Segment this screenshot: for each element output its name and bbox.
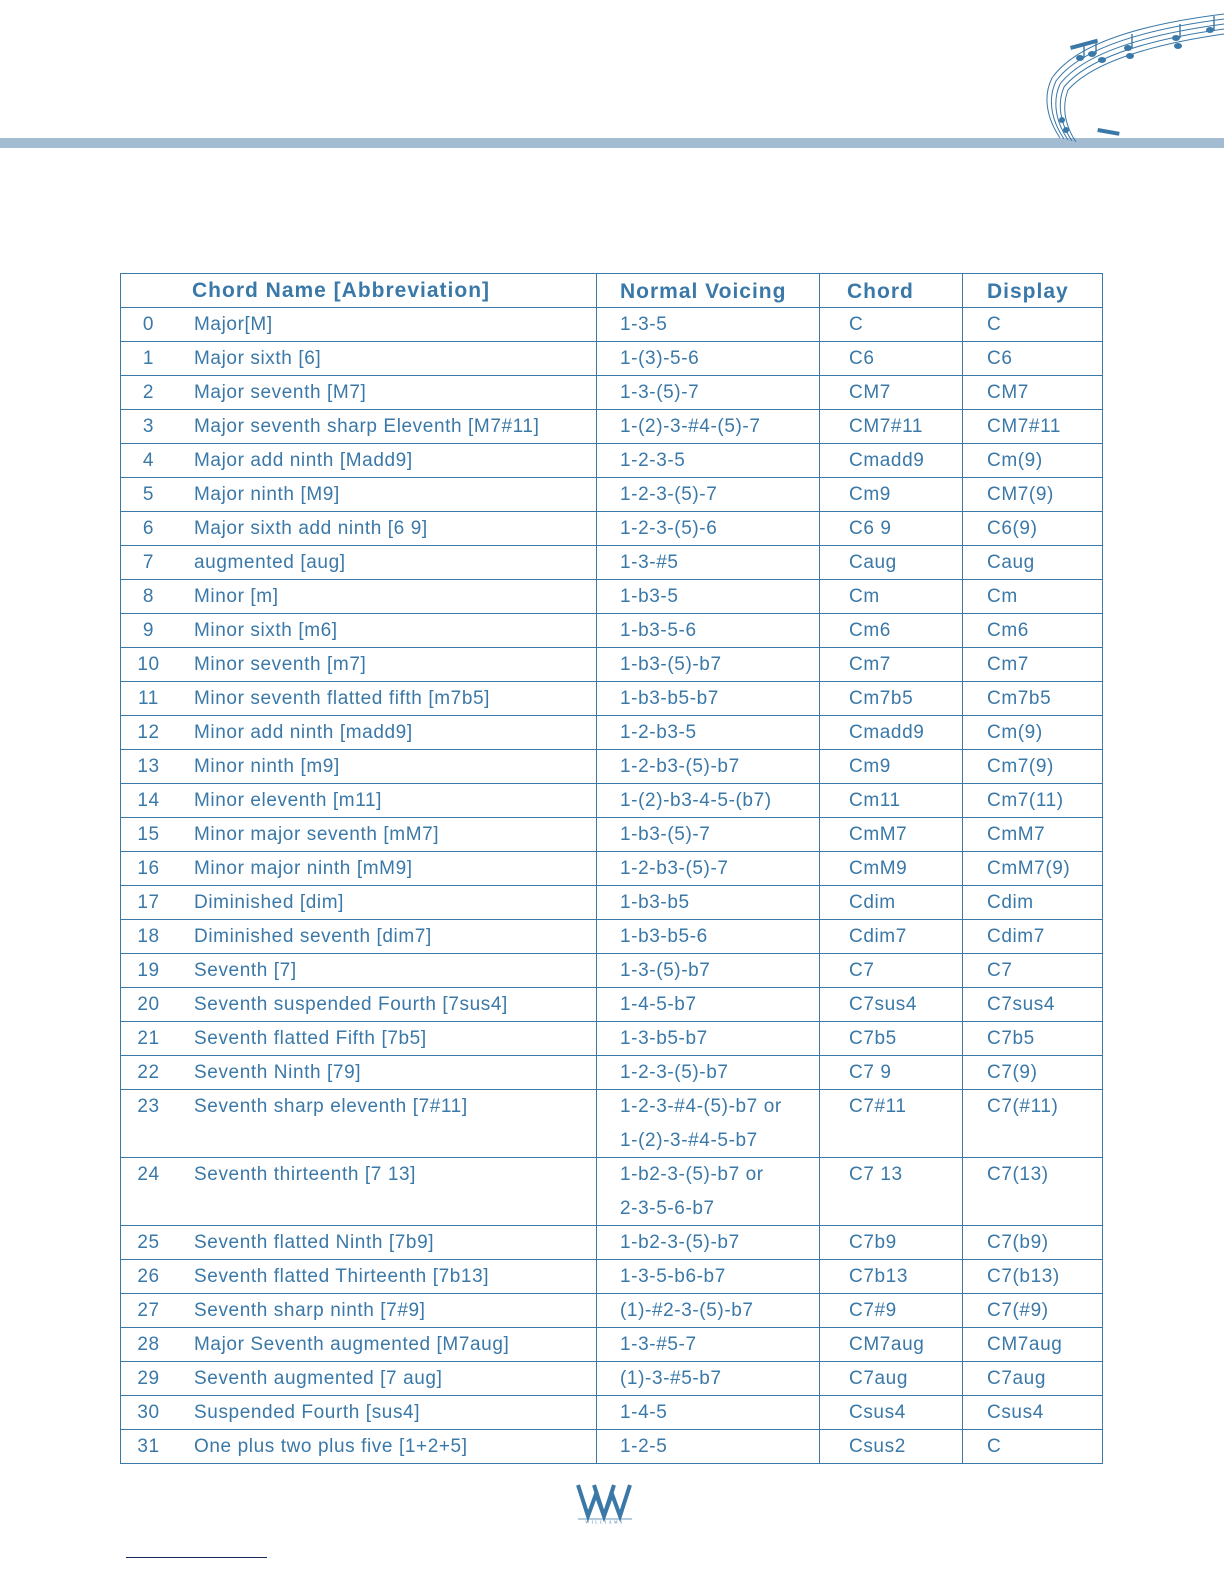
normal-voicing-cell bbox=[597, 1430, 820, 1464]
chord-name-cell bbox=[121, 886, 597, 920]
table-row bbox=[121, 614, 1103, 648]
chord-name-cell bbox=[121, 580, 597, 614]
column-header-chord: Chord bbox=[820, 274, 963, 308]
chord-number: 10 bbox=[137, 654, 160, 675]
voicing-line: 1-b3-b5-6 bbox=[620, 926, 708, 947]
display-cell: Cm7b5 bbox=[963, 682, 1103, 716]
chord-name-cell bbox=[121, 988, 597, 1022]
table-row bbox=[121, 580, 1103, 614]
chord-number: 31 bbox=[137, 1436, 160, 1457]
table-row bbox=[121, 1022, 1103, 1056]
chord-name: Seventh flatted Fifth [7b5] bbox=[194, 1028, 427, 1049]
chord-name: Minor major ninth [mM9] bbox=[194, 858, 413, 879]
display-cell: C bbox=[963, 1430, 1103, 1464]
voicing-line: 1-4-5 bbox=[620, 1402, 668, 1423]
normal-voicing-cell bbox=[597, 376, 820, 410]
display-cell: C7b5 bbox=[963, 1022, 1103, 1056]
display-cell: C bbox=[963, 308, 1103, 342]
chord-cell: CM7aug bbox=[820, 1328, 963, 1362]
chord-name: Minor seventh flatted fifth [m7b5] bbox=[194, 688, 491, 709]
voicing-line: 1-b3-5-6 bbox=[620, 620, 697, 641]
chord-name-cell bbox=[121, 1226, 597, 1260]
table-row bbox=[121, 818, 1103, 852]
chord-number: 17 bbox=[137, 892, 160, 913]
chord-number: 27 bbox=[137, 1300, 160, 1321]
footer-logo-text: WILLIAMS bbox=[585, 1519, 625, 1524]
chord-name: Seventh flatted Thirteenth [7b13] bbox=[194, 1266, 490, 1287]
voicing-line: 1-4-5-b7 bbox=[620, 994, 697, 1015]
chord-cell: C7 13 bbox=[820, 1158, 963, 1226]
table-row bbox=[121, 1226, 1103, 1260]
chord-cell: C7sus4 bbox=[820, 988, 963, 1022]
display-cell: CM7(9) bbox=[963, 478, 1103, 512]
chord-number: 22 bbox=[137, 1062, 160, 1083]
voicing-line: 1-b3-b5 bbox=[620, 892, 690, 913]
chord-cell: Csus4 bbox=[820, 1396, 963, 1430]
chord-name: Suspended Fourth [sus4] bbox=[194, 1402, 421, 1423]
table-row bbox=[121, 784, 1103, 818]
chord-name-cell bbox=[121, 1260, 597, 1294]
chord-cell: Cdim bbox=[820, 886, 963, 920]
column-header-normal-voicing: Normal Voicing bbox=[597, 274, 820, 308]
chord-number: 21 bbox=[137, 1028, 160, 1049]
chord-name-cell bbox=[121, 1396, 597, 1430]
chord-number: 28 bbox=[137, 1334, 160, 1355]
normal-voicing-cell bbox=[597, 1294, 820, 1328]
normal-voicing-cell bbox=[597, 954, 820, 988]
voicing-line: 1-3-5 bbox=[620, 314, 668, 335]
display-cell: C6 bbox=[963, 342, 1103, 376]
chord-name: Major ninth [M9] bbox=[194, 484, 340, 505]
normal-voicing-cell bbox=[597, 1022, 820, 1056]
normal-voicing-cell bbox=[597, 1362, 820, 1396]
table-row bbox=[121, 1430, 1103, 1464]
normal-voicing-cell bbox=[597, 1260, 820, 1294]
display-cell: Cdim7 bbox=[963, 920, 1103, 954]
chord-number: 24 bbox=[137, 1164, 160, 1185]
voicing-line: 1-b3-(5)-7 bbox=[620, 824, 711, 845]
chord-name: Diminished seventh [dim7] bbox=[194, 926, 432, 947]
chord-cell: CmM7 bbox=[820, 818, 963, 852]
display-cell: C7(13) bbox=[963, 1158, 1103, 1226]
chord-name-cell bbox=[121, 954, 597, 988]
chord-name-cell bbox=[121, 784, 597, 818]
display-cell: C7aug bbox=[963, 1362, 1103, 1396]
table-row bbox=[121, 376, 1103, 410]
chord-number: 4 bbox=[142, 450, 155, 471]
chord-name: Minor sixth [m6] bbox=[194, 620, 338, 641]
voicing-line: 1-2-3-5 bbox=[620, 450, 686, 471]
chord-number: 13 bbox=[137, 756, 160, 777]
normal-voicing-cell bbox=[597, 444, 820, 478]
chord-cell: Cm6 bbox=[820, 614, 963, 648]
chord-name: Seventh [7] bbox=[194, 960, 297, 981]
williams-w-logo-icon bbox=[574, 1482, 636, 1524]
chord-cell: C7b9 bbox=[820, 1226, 963, 1260]
display-cell: C7(9) bbox=[963, 1056, 1103, 1090]
chord-name: Major add ninth [Madd9] bbox=[194, 450, 413, 471]
display-cell: CM7#11 bbox=[963, 410, 1103, 444]
normal-voicing-cell bbox=[597, 1396, 820, 1430]
normal-voicing-cell bbox=[597, 342, 820, 376]
chord-name-cell bbox=[121, 1294, 597, 1328]
voicing-line: 1-2-3-(5)-7 bbox=[620, 484, 718, 505]
chord-name: Minor add ninth [madd9] bbox=[194, 722, 413, 743]
chord-name-cell bbox=[121, 1362, 597, 1396]
voicing-line: 1-3-#5 bbox=[620, 552, 679, 573]
chord-name-cell bbox=[121, 852, 597, 886]
chord-cell: CM7#11 bbox=[820, 410, 963, 444]
chord-cell: Cmadd9 bbox=[820, 444, 963, 478]
display-cell: Cm7(11) bbox=[963, 784, 1103, 818]
chord-cell: Cmadd9 bbox=[820, 716, 963, 750]
chord-name-cell bbox=[121, 614, 597, 648]
chord-number: 18 bbox=[137, 926, 160, 947]
chord-number: 15 bbox=[137, 824, 160, 845]
normal-voicing-cell bbox=[597, 512, 820, 546]
chord-cell: C7 bbox=[820, 954, 963, 988]
table-row bbox=[121, 716, 1103, 750]
chord-table bbox=[120, 273, 1103, 1464]
chord-number: 25 bbox=[137, 1232, 160, 1253]
chord-rows bbox=[121, 308, 1103, 1464]
voicing-line: 1-b3-b5-b7 bbox=[620, 688, 719, 709]
display-cell: Caug bbox=[963, 546, 1103, 580]
normal-voicing-cell bbox=[597, 784, 820, 818]
chord-cell: Cm bbox=[820, 580, 963, 614]
voicing-line: 1-(3)-5-6 bbox=[620, 348, 700, 369]
table-row bbox=[121, 444, 1103, 478]
chord-name-cell bbox=[121, 546, 597, 580]
normal-voicing-cell bbox=[597, 308, 820, 342]
display-cell: CmM7(9) bbox=[963, 852, 1103, 886]
chord-name-cell bbox=[121, 750, 597, 784]
normal-voicing-cell bbox=[597, 580, 820, 614]
normal-voicing-cell bbox=[597, 818, 820, 852]
normal-voicing-cell bbox=[597, 750, 820, 784]
display-cell: Cm6 bbox=[963, 614, 1103, 648]
normal-voicing-cell bbox=[597, 1158, 820, 1226]
chord-name: Major sixth [6] bbox=[194, 348, 322, 369]
display-cell: C7(b9) bbox=[963, 1226, 1103, 1260]
table-row bbox=[121, 308, 1103, 342]
chord-name-cell bbox=[121, 410, 597, 444]
chord-name: augmented [aug] bbox=[194, 552, 346, 573]
chord-name: Minor eleventh [m11] bbox=[194, 790, 383, 811]
display-cell: Cm7(9) bbox=[963, 750, 1103, 784]
chord-name-cell bbox=[121, 1158, 597, 1226]
chord-name-cell bbox=[121, 512, 597, 546]
chord-name-cell bbox=[121, 1090, 597, 1158]
chord-number: 12 bbox=[137, 722, 160, 743]
normal-voicing-cell bbox=[597, 920, 820, 954]
chord-cell: C7#9 bbox=[820, 1294, 963, 1328]
chord-name: Seventh sharp ninth [7#9] bbox=[194, 1300, 426, 1321]
voicing-line: 1-b3-(5)-b7 bbox=[620, 654, 722, 675]
normal-voicing-cell bbox=[597, 478, 820, 512]
chord-number: 8 bbox=[142, 586, 155, 607]
chord-number: 1 bbox=[142, 348, 155, 369]
chord-number: 2 bbox=[142, 382, 155, 403]
display-cell: C7(b13) bbox=[963, 1260, 1103, 1294]
table-row bbox=[121, 1328, 1103, 1362]
chord-number: 9 bbox=[142, 620, 155, 641]
voicing-line: 1-b3-5 bbox=[620, 586, 679, 607]
chord-name-cell bbox=[121, 1056, 597, 1090]
normal-voicing-cell bbox=[597, 886, 820, 920]
table-row bbox=[121, 1396, 1103, 1430]
chord-name: Seventh Ninth [79] bbox=[194, 1062, 362, 1083]
chord-name-cell bbox=[121, 716, 597, 750]
table-row bbox=[121, 920, 1103, 954]
voicing-line: 1-b2-3-(5)-b7 or bbox=[620, 1164, 764, 1185]
chord-name-cell bbox=[121, 478, 597, 512]
table-row bbox=[121, 1056, 1103, 1090]
chord-number: 16 bbox=[137, 858, 160, 879]
table-row bbox=[121, 886, 1103, 920]
chord-name-cell bbox=[121, 308, 597, 342]
display-cell: CM7aug bbox=[963, 1328, 1103, 1362]
chord-cell: Cm7b5 bbox=[820, 682, 963, 716]
chord-name-cell bbox=[121, 1328, 597, 1362]
table-row bbox=[121, 410, 1103, 444]
display-cell: CmM7 bbox=[963, 818, 1103, 852]
footer-rule bbox=[126, 1557, 267, 1558]
table-row bbox=[121, 1362, 1103, 1396]
display-cell: CM7 bbox=[963, 376, 1103, 410]
chord-number: 11 bbox=[138, 688, 159, 709]
table-row bbox=[121, 852, 1103, 886]
voicing-line: 1-3-(5)-b7 bbox=[620, 960, 711, 981]
normal-voicing-cell bbox=[597, 852, 820, 886]
table-row bbox=[121, 954, 1103, 988]
chord-name: Major Seventh augmented [M7aug] bbox=[194, 1334, 510, 1355]
chord-cell: CmM9 bbox=[820, 852, 963, 886]
table-row bbox=[121, 1260, 1103, 1294]
chord-name: Seventh flatted Ninth [7b9] bbox=[194, 1232, 435, 1253]
display-cell: Cdim bbox=[963, 886, 1103, 920]
chord-name-cell bbox=[121, 376, 597, 410]
table-row bbox=[121, 512, 1103, 546]
chord-cell: Cm7 bbox=[820, 648, 963, 682]
column-header-display: Display bbox=[963, 274, 1103, 308]
voicing-line: 1-3-5-b6-b7 bbox=[620, 1266, 726, 1287]
chord-name: One plus two plus five [1+2+5] bbox=[194, 1436, 468, 1457]
chord-name: Seventh sharp eleventh [7#11] bbox=[194, 1096, 468, 1117]
display-cell: Cm(9) bbox=[963, 444, 1103, 478]
chord-name-cell bbox=[121, 1022, 597, 1056]
chord-name: Minor major seventh [mM7] bbox=[194, 824, 440, 845]
table-row bbox=[121, 988, 1103, 1022]
display-cell: C7(#11) bbox=[963, 1090, 1103, 1158]
chord-name: Major seventh sharp Eleventh [M7#11] bbox=[194, 416, 540, 437]
voicing-line: 1-2-b3-(5)-7 bbox=[620, 858, 729, 879]
normal-voicing-cell bbox=[597, 1056, 820, 1090]
chord-name: Diminished [dim] bbox=[194, 892, 345, 913]
normal-voicing-cell bbox=[597, 546, 820, 580]
display-cell: C7sus4 bbox=[963, 988, 1103, 1022]
chord-name: Minor [m] bbox=[194, 586, 279, 607]
chord-number: 5 bbox=[142, 484, 155, 505]
chord-cell: Caug bbox=[820, 546, 963, 580]
voicing-line: 1-2-5 bbox=[620, 1436, 668, 1457]
chord-cell: Cm9 bbox=[820, 478, 963, 512]
chord-number: 7 bbox=[142, 552, 155, 573]
chord-cell: C7aug bbox=[820, 1362, 963, 1396]
chord-cell: C6 bbox=[820, 342, 963, 376]
chord-cell: C7b13 bbox=[820, 1260, 963, 1294]
display-cell: C7 bbox=[963, 954, 1103, 988]
normal-voicing-cell bbox=[597, 1226, 820, 1260]
chord-name-cell bbox=[121, 682, 597, 716]
chord-name-cell bbox=[121, 444, 597, 478]
voicing-line: (1)-3-#5-b7 bbox=[620, 1368, 722, 1389]
table-row bbox=[121, 342, 1103, 376]
chord-name-cell bbox=[121, 342, 597, 376]
chord-name: Minor seventh [m7] bbox=[194, 654, 367, 675]
table-row bbox=[121, 478, 1103, 512]
chord-name: Major seventh [M7] bbox=[194, 382, 367, 403]
column-header-chord-name: Chord Name [Abbreviation] bbox=[121, 274, 597, 308]
display-cell: Csus4 bbox=[963, 1396, 1103, 1430]
chord-name-cell bbox=[121, 1430, 597, 1464]
chord-number: 19 bbox=[137, 960, 160, 981]
chord-cell: CM7 bbox=[820, 376, 963, 410]
chord-number: 0 bbox=[142, 314, 155, 335]
table-row bbox=[121, 648, 1103, 682]
display-cell: Cm7 bbox=[963, 648, 1103, 682]
voicing-line: 1-b2-3-(5)-b7 bbox=[620, 1232, 740, 1253]
normal-voicing-cell bbox=[597, 988, 820, 1022]
chord-cell: Cm11 bbox=[820, 784, 963, 818]
chord-number: 14 bbox=[137, 790, 160, 811]
voicing-line: 1-2-b3-(5)-b7 bbox=[620, 756, 740, 777]
table-row bbox=[121, 682, 1103, 716]
chord-name-cell bbox=[121, 920, 597, 954]
table-header-row bbox=[121, 274, 1103, 308]
chord-name: Major[M] bbox=[194, 314, 273, 335]
chord-cell: Csus2 bbox=[820, 1430, 963, 1464]
chord-name: Seventh suspended Fourth [7sus4] bbox=[194, 994, 508, 1015]
chord-name-cell bbox=[121, 648, 597, 682]
voicing-line: 1-(2)-b3-4-5-(b7) bbox=[620, 790, 772, 811]
chord-name: Seventh augmented [7 aug] bbox=[194, 1368, 443, 1389]
chord-number: 30 bbox=[137, 1402, 160, 1423]
normal-voicing-cell bbox=[597, 648, 820, 682]
voicing-line: (1)-#2-3-(5)-b7 bbox=[620, 1300, 754, 1321]
chord-cell: Cdim7 bbox=[820, 920, 963, 954]
table-row bbox=[121, 1294, 1103, 1328]
table-row bbox=[121, 546, 1103, 580]
voicing-line: 1-2-b3-5 bbox=[620, 722, 697, 743]
voicing-line: 1-3-b5-b7 bbox=[620, 1028, 708, 1049]
chord-number: 20 bbox=[137, 994, 160, 1015]
voicing-line: 2-3-5-6-b7 bbox=[620, 1197, 715, 1219]
chord-number: 23 bbox=[137, 1096, 160, 1117]
voicing-line: 1-2-3-(5)-6 bbox=[620, 518, 718, 539]
normal-voicing-cell bbox=[597, 1328, 820, 1362]
chord-number: 26 bbox=[137, 1266, 160, 1287]
chord-cell: C6 9 bbox=[820, 512, 963, 546]
chord-cell: Cm9 bbox=[820, 750, 963, 784]
normal-voicing-cell bbox=[597, 682, 820, 716]
chord-cell: C7 9 bbox=[820, 1056, 963, 1090]
voicing-line: 1-2-3-#4-(5)-b7 or bbox=[620, 1096, 782, 1117]
normal-voicing-cell bbox=[597, 716, 820, 750]
normal-voicing-cell bbox=[597, 614, 820, 648]
display-cell: Cm bbox=[963, 580, 1103, 614]
table-row bbox=[121, 1158, 1103, 1226]
voicing-line: 1-(2)-3-#4-5-b7 bbox=[620, 1129, 758, 1151]
table-row bbox=[121, 750, 1103, 784]
display-cell: Cm(9) bbox=[963, 716, 1103, 750]
chord-name-cell bbox=[121, 818, 597, 852]
chord-name: Major sixth add ninth [6 9] bbox=[194, 518, 428, 539]
chord-number: 6 bbox=[142, 518, 155, 539]
normal-voicing-cell bbox=[597, 1090, 820, 1158]
voicing-line: 1-3-(5)-7 bbox=[620, 382, 700, 403]
chord-number: 3 bbox=[142, 416, 155, 437]
voicing-line: 1-3-#5-7 bbox=[620, 1334, 697, 1355]
display-cell: C6(9) bbox=[963, 512, 1103, 546]
voicing-line: 1-(2)-3-#4-(5)-7 bbox=[620, 416, 761, 437]
chord-cell: C7b5 bbox=[820, 1022, 963, 1056]
chord-name: Minor ninth [m9] bbox=[194, 756, 340, 777]
chord-number: 29 bbox=[137, 1368, 160, 1389]
table-row bbox=[121, 1090, 1103, 1158]
voicing-line: 1-2-3-(5)-b7 bbox=[620, 1062, 729, 1083]
display-cell: C7(#9) bbox=[963, 1294, 1103, 1328]
chord-cell: C7#11 bbox=[820, 1090, 963, 1158]
chord-name: Seventh thirteenth [7 13] bbox=[194, 1164, 417, 1185]
music-staff-swirl-icon bbox=[1040, 8, 1224, 148]
chord-cell: C bbox=[820, 308, 963, 342]
normal-voicing-cell bbox=[597, 410, 820, 444]
